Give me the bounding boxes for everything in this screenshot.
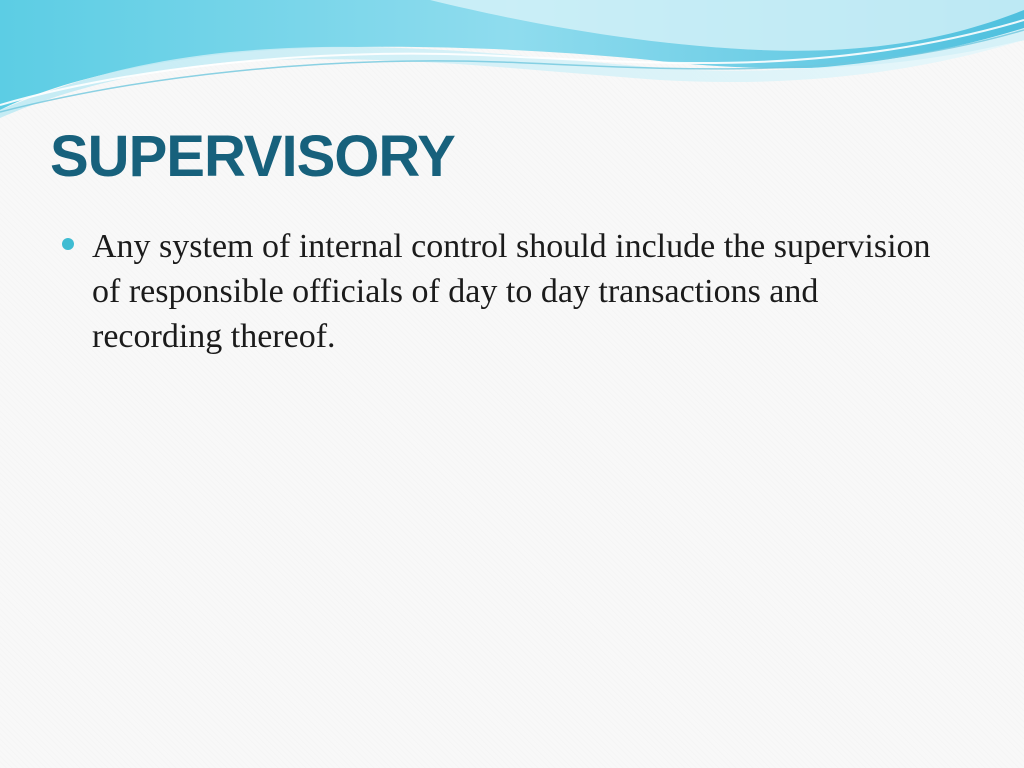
bullet-text: Any system of internal control should include the supervision of responsible officials of day to day transactions and recording thereof. (92, 228, 931, 355)
header-wave-decoration (0, 0, 1024, 130)
bullet-dot-icon (62, 238, 74, 250)
slide-title: SUPERVISORY (50, 124, 455, 189)
bullet-item (62, 224, 942, 359)
bullet-list (62, 224, 942, 359)
